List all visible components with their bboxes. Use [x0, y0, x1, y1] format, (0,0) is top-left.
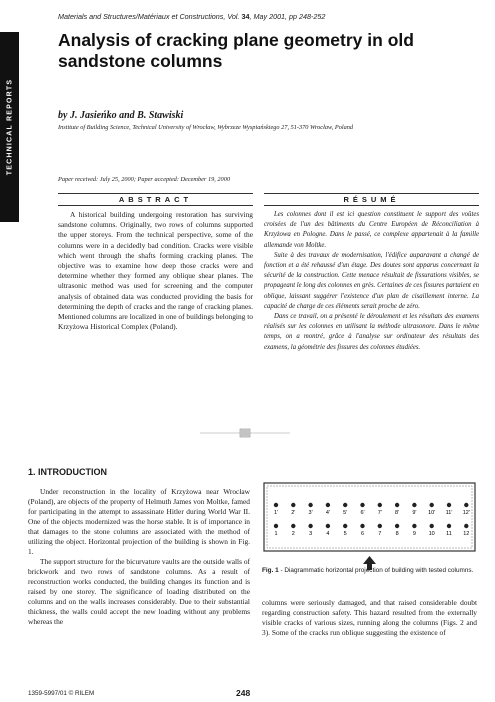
- column-label-top: 11': [445, 510, 453, 516]
- column-marker-bottom: [326, 524, 330, 528]
- introduction-body: [28, 487, 250, 627]
- column-label-bottom: 9: [412, 531, 416, 537]
- column-label-top: 2': [291, 510, 296, 516]
- column-label-top: 9': [412, 510, 417, 516]
- column-marker-bottom: [291, 524, 295, 528]
- column-label-top: 7': [377, 510, 382, 516]
- column-marker-bottom: [360, 524, 364, 528]
- column-label-top: 4': [325, 510, 330, 516]
- side-tab-label: TECHNICAL REPORTS: [6, 78, 13, 176]
- outer-wall: [264, 483, 475, 551]
- column-marker-bottom: [395, 524, 399, 528]
- column-marker-bottom: [412, 524, 416, 528]
- column-marker-top: [447, 503, 451, 507]
- resume-paragraph-3: Dans ce travail, on a présenté le déroulement et les résultats des examens réalisés sur les colonnes en utilisant la méthode ultrasonore. Dans le même temps, on a montré, grâce à l'analyse sur ordinateur des résultats des examens, la géométrie des fissures des colonnes étudiées.: [264, 313, 479, 351]
- journal-name: Materials and Structures/Matériaux et Constructions, Vol.: [58, 12, 240, 21]
- side-tab: [0, 32, 19, 222]
- column-marker-top: [378, 503, 382, 507]
- page-number: 248: [236, 688, 251, 698]
- section-divider: [200, 428, 290, 438]
- column-marker-top: [412, 503, 416, 507]
- figure-1-caption-text: - Diagrammatic horizontal projection of building with tested columns.: [278, 567, 474, 574]
- column-marker-top: [274, 503, 278, 507]
- introduction-continued: columns were seriously damaged, and that raised considerable doubt regarding construction safety. This hazard resulted from the externally visible cracks of various sizes, running along the columns (Figs. 2 and 3). Some of the cracks run oblique suggesting the existence of: [262, 598, 477, 637]
- journal-issue: , May 2001, pp 248-252: [249, 12, 326, 21]
- column-marker-top: [308, 503, 312, 507]
- resume-heading: RÉSUMÉ: [264, 193, 479, 206]
- column-marker-bottom: [378, 524, 382, 528]
- affiliation: Institute of Building Science, Technical University of Wrocław, Wybrzeze Wyspiańskiego 27, 51-370 Wrocław, Poland: [58, 124, 354, 131]
- column-label-top: 5': [343, 510, 348, 516]
- column-label-bottom: 4: [326, 531, 330, 537]
- column-label-top: 12': [462, 510, 470, 516]
- column-label-bottom: 1: [274, 531, 278, 537]
- column-marker-top: [343, 503, 347, 507]
- column-label-top: 6': [360, 510, 365, 516]
- column-label-bottom: 3: [309, 531, 313, 537]
- column-label-top: 10': [428, 510, 436, 516]
- abstract-heading: ABSTRACT: [58, 193, 253, 206]
- column-label-bottom: 10: [428, 531, 435, 537]
- inner-wall: [267, 486, 472, 548]
- figure-1-building-plan: [262, 478, 477, 572]
- column-label-bottom: 11: [446, 531, 452, 537]
- column-marker-bottom: [447, 524, 451, 528]
- resume-paragraph-1: Les colonnes dont il est ici question constituent le support des voûtes croisées de l'un des bâtiments du Centre Européen de Réconciliation à Krzyżowa en Pologne. Dans le passé, ce complexe appartenait à la famille allemande von Moltke.: [264, 211, 479, 249]
- journal-header: [58, 12, 478, 21]
- figure-1-caption: [262, 567, 477, 575]
- column-marker-top: [430, 503, 434, 507]
- column-marker-top: [291, 503, 295, 507]
- resume-body: [264, 210, 479, 353]
- abstract-body: A historical building undergoing restoration has surviving sandstone columns. Originally, two rows of columns supported the upper storeys. From the technical perspective, some of the columns were in a decidedly bad condition. Cracks were visible which went through the shafts forming cracking planes. The objective was to examine how deep those cracks were and determine whether they formed any oblique shear planes. The ultrasonic method was used for screening and the computer analysis of obtained data was conducted providing the basis for determining the depth of cracks and the range of cracking planes. Mentioned columns are localized in one of buildings belonging to Krzyżowa Historical Complex (Poland).: [58, 210, 253, 332]
- journal-volume: 34: [241, 12, 250, 21]
- column-label-bottom: 5: [343, 531, 347, 537]
- column-label-top: 1': [273, 510, 279, 516]
- column-label-top: 8': [395, 510, 400, 516]
- introduction-paragraph-1: Under reconstruction in the locality of Krzyżowa near Wrocław (Poland), are objects of the property of Helmuth James von Moltke, famed for participating in the attempt to assassinate Hitler during World War II. One of the objects modernized was the horse stable. It is of importance in that damages to the stone columns are associated with the method of utilizing the object. Horizontal projection of the building is shown in Fig. 1.: [28, 487, 250, 556]
- paper-title: Analysis of cracking plane geometry in old sandstone columns: [58, 30, 414, 71]
- received-dates: Paper received: July 25, 2000; Paper accepted: December 19, 2000: [58, 176, 230, 183]
- column-label-bottom: 6: [360, 531, 365, 537]
- column-label-bottom: 12: [463, 531, 470, 537]
- introduction-heading: 1. INTRODUCTION: [28, 467, 108, 477]
- column-label-bottom: 7: [378, 531, 382, 537]
- column-marker-bottom: [430, 524, 434, 528]
- column-marker-top: [326, 503, 330, 507]
- figure-1-label: Fig. 1: [262, 567, 279, 574]
- column-marker-top: [464, 503, 468, 507]
- column-label-bottom: 2: [291, 531, 295, 537]
- column-label-bottom: 8: [395, 531, 399, 537]
- column-marker-bottom: [464, 524, 468, 528]
- footer-code: 1359-5997/01 © RILEM: [28, 690, 95, 697]
- authors: by J. Jasieńko and B. Stawiski: [58, 110, 184, 121]
- resume-paragraph-2: Suite à des travaux de modernisation, l'édifice auparavant a changé de fonction et a été rehaussé d'un étage. Des doutes sont apparus concernant la sécurité de la construction. Cette menace résultait de fissurations visibles, se propageant le long des colonnes en grès. Certaines de ces fissures partaient en oblique, laissant suggérer l'existence d'un plan de cisaillement interne. La capacité de charge de ces éléments serait proche de zéro.: [264, 251, 479, 310]
- column-marker-bottom: [274, 524, 278, 528]
- column-marker-top: [360, 503, 364, 507]
- column-marker-bottom: [308, 524, 312, 528]
- column-marker-bottom: [343, 524, 347, 528]
- introduction-paragraph-2: The support structure for the bicurvature vaults are the outside walls of brickwork and two rows of sandstone columns. As a result of reconstruction works conducted, the building changes its function and is raised by one storey. The significance of loading distributed on the columns and on the walls increases considerably. Due to their substantial thickness, the walls could accept the new loading without any problems whereas the: [28, 557, 250, 626]
- column-marker-top: [395, 503, 399, 507]
- column-label-top: 3': [308, 510, 313, 516]
